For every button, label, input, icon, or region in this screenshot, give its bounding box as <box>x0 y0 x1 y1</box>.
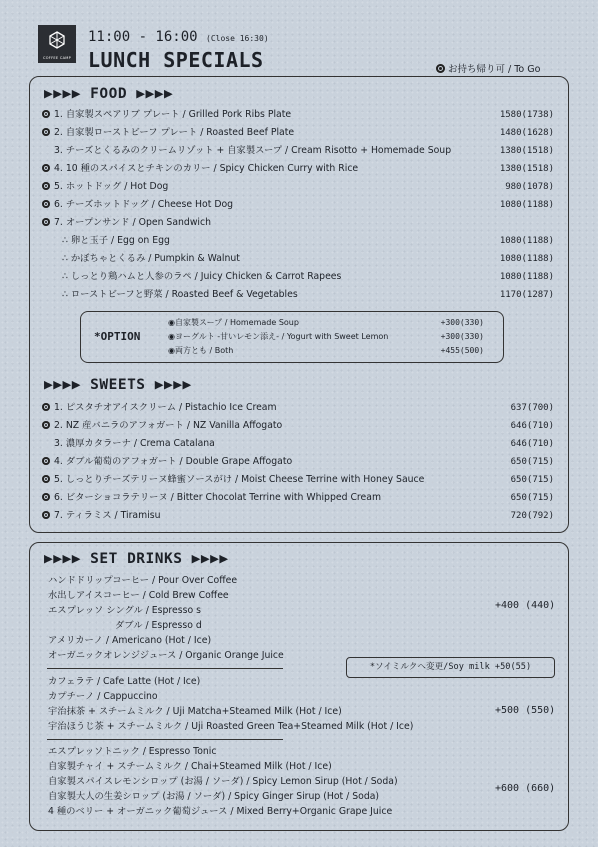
mark-slot <box>42 107 54 123</box>
menu-item <box>62 251 558 267</box>
menu-item <box>62 233 558 249</box>
drink-item: 宇治ほうじ茶 + スチームミルク / Uji Roasted Green Tea+Steamed Milk (Hot / Ice) <box>48 721 414 732</box>
option-row <box>168 316 498 330</box>
menu-item <box>42 436 558 452</box>
option-name: ◉両方とも / Both <box>168 346 234 355</box>
item-name: 4. ダブル葡萄のアフォガート / Double Grape Affogato <box>54 456 293 467</box>
menu-item <box>42 143 558 159</box>
menu-item <box>42 179 558 195</box>
mark-slot <box>42 454 54 470</box>
soy-milk-note: *ソイミルクへ変更/Soy milk +50(55) <box>346 657 555 678</box>
item-name: 3. チーズとくるみのクリームリゾット + 自家製スープ / Cream Risotto + Homemade Soup <box>54 145 452 156</box>
takeout-dot-icon <box>436 64 445 73</box>
mark-slot <box>42 179 54 195</box>
takeout-dot-icon <box>42 493 50 501</box>
menu-item <box>42 472 558 488</box>
drink-item: 自家製チャイ + スチームミルク / Chai+Steamed Milk (Hot / Ice) <box>48 761 332 772</box>
item-price: 650(715) <box>510 493 554 503</box>
item-price: 1170(1287) <box>499 290 554 300</box>
mark-slot <box>42 161 54 177</box>
item-name: 1. ピスタチオアイスクリーム / Pistachio Ice Cream <box>54 402 277 413</box>
mark-slot <box>42 490 54 506</box>
mark-slot <box>42 418 54 434</box>
drink-item: エスプレッソトニック / Espresso Tonic <box>48 746 217 757</box>
menu-item <box>42 490 558 506</box>
brand-logo <box>38 25 76 63</box>
close-time: (Close 16:30) <box>206 34 269 43</box>
menu-item <box>62 287 558 303</box>
hexagon-logo-icon <box>49 31 65 49</box>
mark-slot <box>42 197 54 213</box>
divider <box>47 739 283 740</box>
page-title: LUNCH SPECIALS <box>88 48 264 72</box>
item-name: ∴ 卵と玉子 / Egg on Egg <box>62 235 170 246</box>
takeout-dot-icon <box>42 182 50 190</box>
drink-item: オーガニックオレンジジュース / Organic Orange Juice <box>48 650 284 661</box>
item-price: 1480(1628) <box>499 128 554 138</box>
drink-item: 自家製大人の生姜シロップ (お湯 / ソーダ) / Spicy Ginger Sirup (Hot / Soda) <box>48 791 380 802</box>
takeout-text: お持ち帰り可 / To Go <box>448 64 541 75</box>
menu-item <box>42 418 558 434</box>
drink-item: アメリカーノ / Americano (Hot / Ice) <box>48 635 212 646</box>
divider <box>47 668 283 669</box>
menu-item <box>42 107 558 123</box>
option-price: +455(500) <box>440 346 484 355</box>
drink-item: ダブル / Espresso d <box>115 620 202 631</box>
takeout-dot-icon <box>42 200 50 208</box>
drink-group-price: +400 (440) <box>495 600 556 611</box>
menu-item <box>42 454 558 470</box>
item-name: 6. ビターショコラテリーヌ / Bitter Chocolat Terrine with Whipped Cream <box>54 492 382 503</box>
logo-text: COFFEE CAMP <box>42 56 72 60</box>
item-name: 5. しっとりチーズテリーヌ蜂蜜ソースがけ / Moist Cheese Terrine with Honey Sauce <box>54 474 425 485</box>
item-name: 1. 自家製スペアリブ プレート / Grilled Pork Ribs Plate <box>54 109 292 120</box>
item-price: 720(792) <box>510 511 554 521</box>
item-name: ∴ しっとり鶏ハムと人参のラペ / Juicy Chicken & Carrot Rapees <box>62 271 342 282</box>
item-name: 2. 自家製ローストビーフ プレート / Roasted Beef Plate <box>54 127 295 138</box>
item-price: 1080(1188) <box>499 236 554 246</box>
food-heading: ▶▶▶▶ FOOD ▶▶▶▶ <box>44 86 174 102</box>
item-price: 1580(1738) <box>499 110 554 120</box>
option-name: ◉ヨーグルト -甘いレモン添え- / Yogurt with Sweet Lemon <box>168 332 389 341</box>
menu-item <box>42 400 558 416</box>
menu-item <box>42 161 558 177</box>
option-box <box>80 311 504 363</box>
drink-item: 自家製スパイスレモンシロップ (お湯 / ソーダ) / Spicy Lemon Sirup (Hot / Soda) <box>48 776 398 787</box>
takeout-dot-icon <box>42 403 50 411</box>
item-name: 7. ティラミス / Tiramisu <box>54 510 161 521</box>
menu-item <box>42 508 558 524</box>
menu-item <box>42 197 558 213</box>
item-price: 646(710) <box>510 421 554 431</box>
menu-item <box>62 269 558 285</box>
option-price: +300(330) <box>440 332 484 341</box>
takeout-note <box>436 61 540 75</box>
item-name: ∴ ローストビーフと野菜 / Roasted Beef & Vegetables <box>62 289 298 300</box>
mark-slot <box>42 508 54 524</box>
sweets-heading: ▶▶▶▶ SWEETS ▶▶▶▶ <box>44 377 192 393</box>
option-row <box>168 330 498 344</box>
takeout-dot-icon <box>42 511 50 519</box>
drink-item: カフェラテ / Cafe Latte (Hot / Ice) <box>48 676 201 687</box>
item-name: 5. ホットドッグ / Hot Dog <box>54 181 169 192</box>
takeout-dot-icon <box>42 421 50 429</box>
mark-slot <box>42 472 54 488</box>
drink-item: 水出しアイスコーヒー / Cold Brew Coffee <box>48 590 229 601</box>
item-price: 650(715) <box>510 475 554 485</box>
item-name: 3. 濃厚カタラーナ / Crema Catalana <box>54 438 215 449</box>
mark-slot <box>42 215 54 231</box>
option-name: ◉自家製スープ / Homemade Soup <box>168 318 299 327</box>
takeout-dot-icon <box>42 128 50 136</box>
drink-item: 4 種のベリー + オーガニック葡萄ジュース / Mixed Berry+Organic Grape Juice <box>48 806 393 817</box>
drink-item: ハンドドリップコーヒー / Pour Over Coffee <box>48 575 238 586</box>
item-name: 2. NZ 産バニラのアフォガート / NZ Vanilla Affogato <box>54 420 283 431</box>
item-name: 4. 10 種のスパイスとチキンのカリー / Spicy Chicken Curry with Rice <box>54 163 359 174</box>
item-price: 646(710) <box>510 439 554 449</box>
menu-item <box>42 215 558 231</box>
menu-item <box>42 125 558 141</box>
mark-slot <box>42 400 54 416</box>
item-price: 637(700) <box>510 403 554 413</box>
drink-item: 宇治抹茶 + スチームミルク / Uji Matcha+Steamed Milk (Hot / Ice) <box>48 706 342 717</box>
item-price: 650(715) <box>510 457 554 467</box>
item-price: 1380(1518) <box>499 146 554 156</box>
takeout-dot-icon <box>42 218 50 226</box>
item-price: 1080(1188) <box>499 272 554 282</box>
takeout-dot-icon <box>42 475 50 483</box>
takeout-dot-icon <box>42 110 50 118</box>
item-name: ∴ かぼちゃとくるみ / Pumpkin & Walnut <box>62 253 240 264</box>
item-name: 7. オープンサンド / Open Sandwich <box>54 217 212 228</box>
drink-group-price: +500 (550) <box>495 705 556 716</box>
option-price: +300(330) <box>440 318 484 327</box>
hours-text: 11:00 - 16:00 <box>88 29 198 45</box>
takeout-dot-icon <box>42 164 50 172</box>
drinks-heading: ▶▶▶▶ SET DRINKS ▶▶▶▶ <box>44 551 229 567</box>
drink-item: カプチーノ / Cappuccino <box>48 691 158 702</box>
option-label: *OPTION <box>94 330 141 343</box>
drink-group-price: +600 (660) <box>495 783 556 794</box>
opening-hours <box>88 29 269 45</box>
item-price: 1080(1188) <box>499 200 554 210</box>
takeout-dot-icon <box>42 457 50 465</box>
item-price: 1080(1188) <box>499 254 554 264</box>
item-name: 6. チーズホットドッグ / Cheese Hot Dog <box>54 199 234 210</box>
mark-slot <box>42 125 54 141</box>
option-row <box>168 344 498 358</box>
item-price: 1380(1518) <box>499 164 554 174</box>
drink-item: エスプレッソ シングル / Espresso s <box>48 605 201 616</box>
item-price: 980(1078) <box>505 182 554 192</box>
